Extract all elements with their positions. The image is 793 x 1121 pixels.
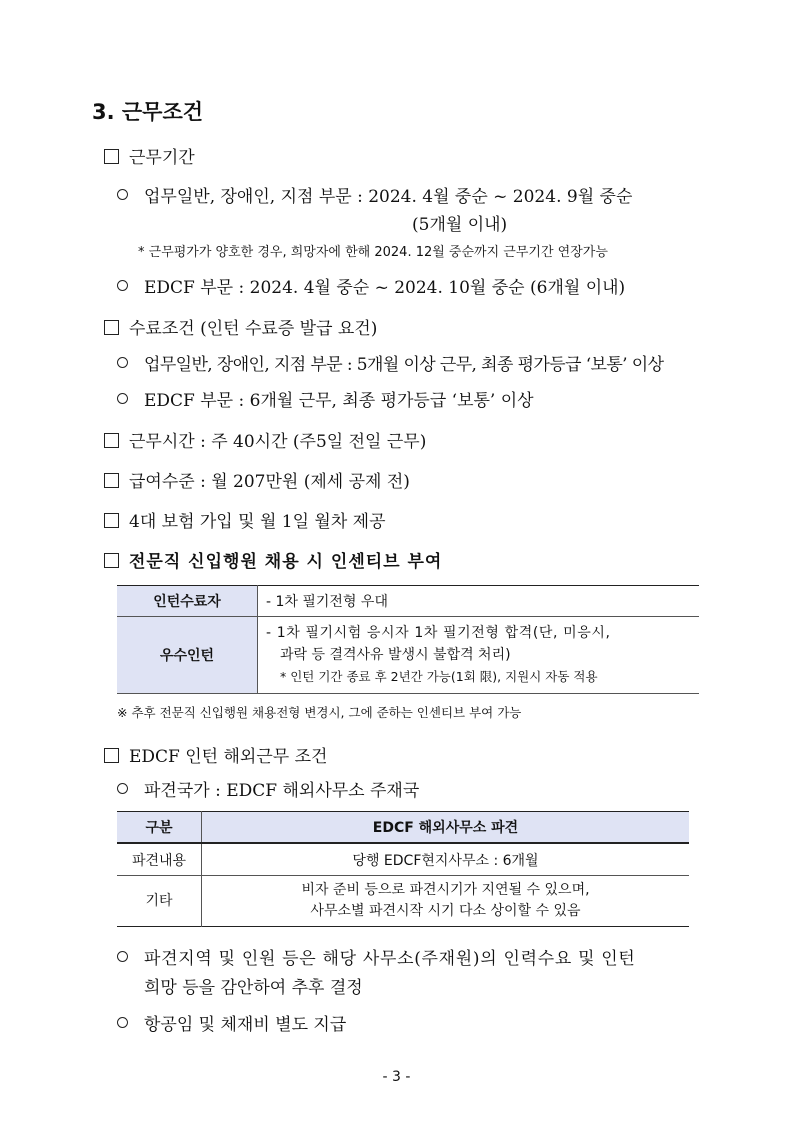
overseas-table [117,811,689,927]
column-header: 구분 [117,812,202,844]
overseas-airfare-text: 항공임 및 체재비 별도 지급 [144,1015,347,1035]
circle-bullet-icon [117,783,128,794]
overseas-country-text: 파견국가 : EDCF 해외사무소 주재국 [144,781,420,801]
table-cell: - 1차 필기전형 우대 [258,586,700,617]
table-row [117,843,689,876]
table-cell [258,617,700,694]
table-row [117,586,699,617]
cell-note: * 인턴 기간 종료 후 2년간 가능(1회 限), 지원시 자동 적용 [280,669,598,684]
overseas-region-cont: 희망 등을 감안하여 추후 결정 [144,978,363,998]
checkbox-icon [104,748,119,763]
column-header: EDCF 해외사무소 파견 [202,812,690,844]
circle-bullet-icon [117,1017,128,1028]
work-period-note: * 근무평가가 양호한 경우, 희망자에 한해 2024. 12월 중순까지 근무기간 연장가능 [138,245,608,260]
cell-line: - 1차 필기시험 응시자 1차 필기전형 합격(단, 미응시, [266,625,611,641]
incentive-footnote: ※ 추후 전문직 신입행원 채용전형 변경시, 그에 준하는 인센티브 부여 가능 [117,705,522,720]
checkbox-icon [104,553,119,568]
table-cell: 당행 EDCF현지사무소 : 6개월 [202,843,690,876]
incentive-label: 전문직 신입행원 채용 시 인센티브 부여 [129,552,443,572]
checkbox-icon [104,149,119,164]
cell-line: 사무소별 파견시작 시기 다소 상이할 수 있음 [310,903,581,919]
salary-label: 급여수준 : 월 207만원 (제세 공제 전) [129,472,410,492]
cell-line: 과락 등 결격사유 발생시 불합격 처리) [280,647,511,663]
circle-bullet-icon [117,280,128,291]
table-cell: 기타 [117,876,202,927]
circle-bullet-icon [117,951,128,962]
circle-bullet-icon [117,393,128,404]
work-period-label: 근무기간 [129,148,195,168]
completion-edcf [117,386,534,411]
page-number: - 3 - [382,1069,411,1085]
incentive-heading [104,547,442,572]
overseas-region-text: 파견지역 및 인원 등은 해당 사무소(주재원)의 인력수요 및 인턴 [144,949,636,969]
work-period-edcf-text: EDCF 부문 : 2024. 4월 중순 ~ 2024. 10월 중순 (6개월 이내) [144,278,626,298]
completion-general [117,350,663,375]
checkbox-icon [104,433,119,448]
overseas-label: EDCF 인턴 해외근무 조건 [129,747,328,767]
circle-bullet-icon [117,189,128,200]
completion-edcf-text: EDCF 부문 : 6개월 근무, 최종 평가등급 ‘보통’ 이상 [144,391,534,411]
work-period-heading [104,143,195,168]
table-row [117,876,689,927]
completion-general-text: 업무일반, 장애인, 지점 부문 : 5개월 이상 근무, 최종 평가등급 ‘보통’ 이상 [144,355,664,375]
hours-label: 근무시간 : 주 40시간 (주5일 전일 근무) [129,432,427,452]
overseas-region [117,944,636,969]
incentive-table [117,585,699,694]
table-row-head: 인턴수료자 [117,586,258,617]
work-period-general-text: 업무일반, 장애인, 지점 부문 : 2024. 4월 중순 ~ 2024. 9월 중순 [144,187,633,207]
salary-heading [104,467,410,492]
checkbox-icon [104,473,119,488]
work-period-edcf [117,273,625,298]
overseas-heading [104,742,327,767]
cell-line: 비자 준비 등으로 파견시기가 지연될 수 있으며, [301,882,590,898]
insurance-heading [104,507,386,532]
checkbox-icon [104,513,119,528]
insurance-label: 4대 보험 가입 및 월 1일 월차 제공 [129,512,386,532]
work-period-general [117,182,632,207]
table-cell: 파견내용 [117,843,202,876]
table-header-row [117,812,689,844]
overseas-country [117,776,419,801]
work-period-general-cont: (5개월 이내) [412,215,508,235]
completion-label: 수료조건 (인턴 수료증 발급 요건) [129,319,378,339]
table-row [117,617,699,694]
circle-bullet-icon [117,357,128,368]
overseas-airfare [117,1010,346,1035]
table-row-head: 우수인턴 [117,617,258,694]
hours-heading [104,427,426,452]
section-title: 3. 근무조건 [92,100,204,124]
table-cell [202,876,690,927]
checkbox-icon [104,320,119,335]
completion-heading [104,314,377,339]
